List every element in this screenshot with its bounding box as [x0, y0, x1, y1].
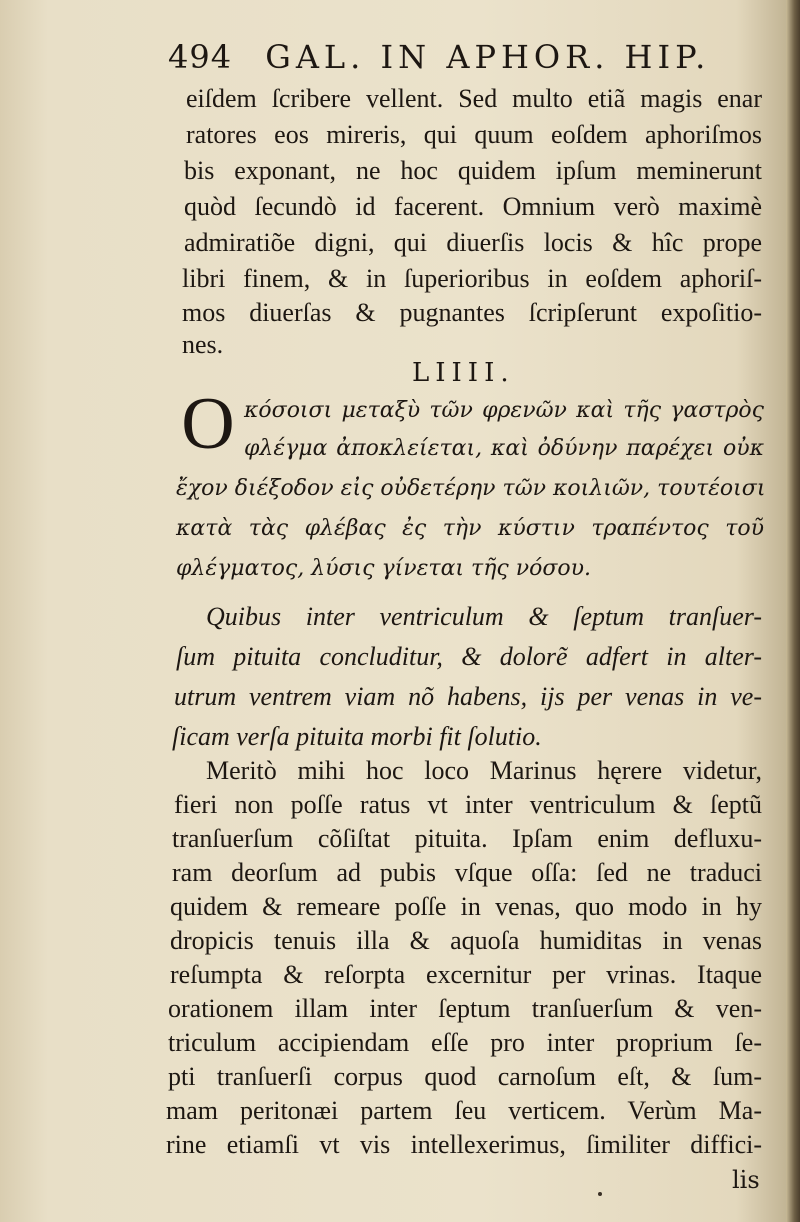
translation-line: ſicam verſa pituita morbi fit ſolutio. [172, 722, 542, 751]
greek-line: κόσοισι μεταξὺ τῶν φρενῶν καὶ τῆς γαστρὸς [244, 398, 764, 423]
text-line: mos diuerſas & pugnantes ſcripſerunt expoſitio- [182, 298, 762, 327]
greek-line: κατὰ τὰς φλέβας ἐς τὴν κύστιν τραπέντος τοῦ [176, 516, 764, 541]
text-line: ratores eos mireris, qui quum eoſdem aphoriſmos [186, 120, 762, 149]
commentary-line: pti tranſuerſi corpus quod carnoſum eſt, & ſum- [168, 1062, 762, 1091]
aphorism-number: LIIII. [412, 358, 515, 388]
binding-edge [786, 0, 800, 1222]
text-line: libri finem, & in ſuperioribus in eoſdem aphoriſ- [182, 264, 762, 293]
commentary-line: Meritò mihi hoc loco Marinus hęrere videtur, [206, 756, 762, 785]
commentary-line: triculum accipiendam eſſe pro inter proprium ſe- [168, 1028, 762, 1057]
running-header [168, 38, 728, 76]
translation-line: Quibus inter ventriculum & ſeptum tranſuer- [206, 602, 762, 631]
catchword: lis [732, 1166, 760, 1194]
greek-line: ἔχον διέξοδον εἰς οὐδετέρην τῶν κοιλιῶν, τουτέοισι [176, 476, 766, 501]
page-number: 494 [168, 38, 233, 76]
text-line: eiſdem ſcribere vellent. Sed multo etiã magis enar [186, 84, 762, 113]
greek-line: φλέγμα ἀποκλείεται, καὶ ὀδύνην παρέχει οὐκ [244, 436, 764, 461]
translation-line: utrum ventrem viam nõ habens, ijs per venas in ve- [174, 682, 762, 711]
commentary-line: quidem & remeare poſſe in venas, quo modo in hy [170, 892, 762, 921]
text-line: admiratiõe digni, qui diuerſis locis & hîc prope [184, 228, 762, 257]
commentary-line: tranſuerſum cõſiſtat pituita. Ipſam enim defluxu- [172, 824, 762, 853]
commentary-line: orationem illam inter ſeptum tranſuerſum & ven- [168, 994, 762, 1023]
drop-cap: O [181, 383, 235, 465]
commentary-line: mam peritonæi partem ſeu verticem. Verùm Ma- [166, 1096, 762, 1125]
text-line: nes. [182, 330, 224, 359]
running-title: GAL. IN APHOR. HIP. [265, 38, 711, 76]
printer-mark [598, 1192, 602, 1196]
commentary-line: ram deorſum ad pubis vſque oſſa: ſed ne traduci [172, 858, 762, 887]
text-line: bis exponant, ne hoc quidem ipſum meminerunt [184, 156, 762, 185]
greek-line: φλέγματος, λύσις γίνεται τῆς νόσου. [176, 556, 591, 581]
translation-line: ſum pituita concluditur, & dolorẽ adfert in alter- [176, 642, 762, 671]
commentary-line: rine etiamſi vt vis intellexerimus, ſimiliter diffici- [166, 1130, 762, 1159]
text-line: quòd ſecundò id facerent. Omnium verò maximè [184, 192, 762, 221]
commentary-line: dropicis tenuis illa & aquoſa humiditas in venas [170, 926, 762, 955]
commentary-line: reſumpta & reſorpta excernitur per vrinas. Itaque [170, 960, 762, 989]
commentary-line: fieri non poſſe ratus vt inter ventriculum & ſeptũ [174, 790, 762, 819]
